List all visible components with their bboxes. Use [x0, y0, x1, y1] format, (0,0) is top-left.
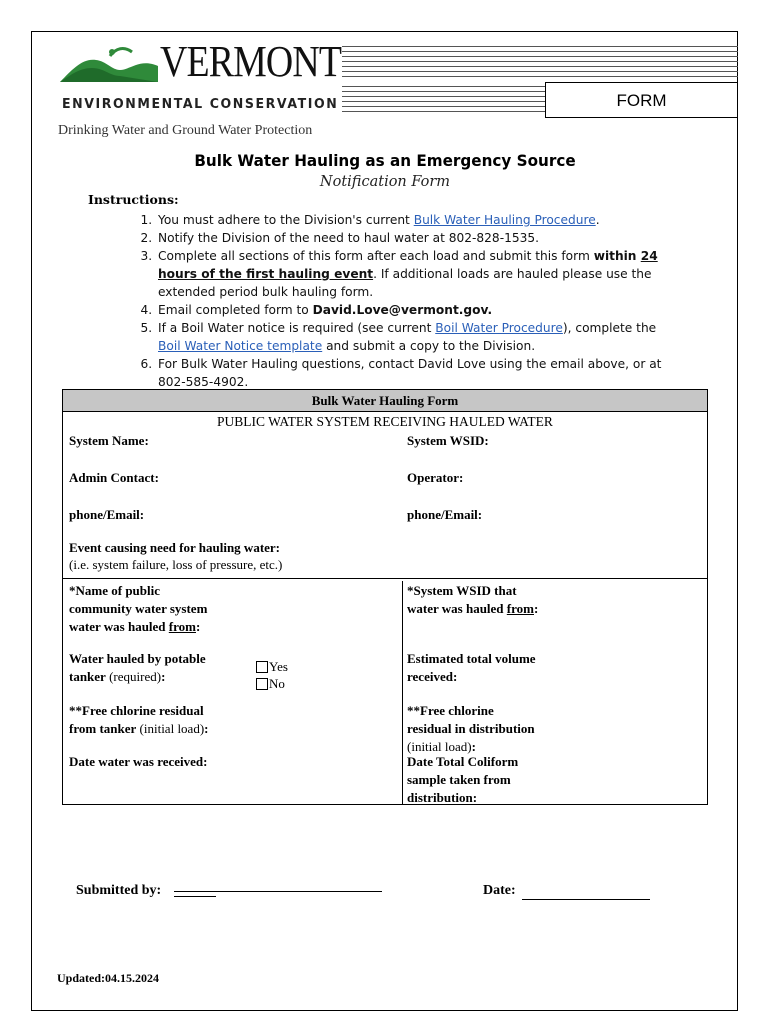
phone-email-right-label[interactable]: phone/Email:	[407, 507, 483, 522]
column-divider	[402, 581, 403, 805]
tanker-options	[256, 658, 288, 692]
phone-email-left-label[interactable]: phone/Email:	[69, 507, 145, 522]
admin-contact-label[interactable]: Admin Contact:	[69, 470, 159, 485]
submitted-by-underline	[174, 896, 216, 897]
instruction-1: 1. You must adhere to the Division's current Bulk Water Hauling Procedure.	[156, 211, 670, 229]
date-field[interactable]	[522, 899, 650, 900]
logo-wordmark: VERMONT	[160, 37, 342, 86]
chlorine-tanker-label[interactable]: **Free chlorine residual from tanker (initial load):	[69, 703, 209, 736]
instructions-heading: Instructions:	[88, 192, 179, 207]
row-divider	[63, 578, 707, 579]
instructions-list	[130, 211, 670, 391]
potable-tanker-label: Water hauled by potable tanker (required):	[69, 651, 206, 684]
submitted-by-label: Submitted by:	[76, 883, 162, 898]
no-checkbox[interactable]	[256, 678, 268, 690]
submitted-by-field[interactable]	[174, 891, 382, 892]
yes-checkbox[interactable]	[256, 661, 268, 673]
instruction-3: 3. Complete all sections of this form after each load and submit this form within 24 hours of the first hauling event. If additional loads are hauled please use the extended period bulk hauling form.	[156, 247, 670, 301]
system-name-label[interactable]: System Name:	[69, 433, 149, 448]
vermont-logo-mountain-icon	[58, 44, 163, 86]
page-subtitle: Notification Form	[319, 174, 451, 190]
section-heading: PUBLIC WATER SYSTEM RECEIVING HAULED WATER	[217, 414, 553, 429]
logo-subline: ENVIRONMENTAL CONSERVATION	[62, 96, 339, 112]
chlorine-distribution-label[interactable]: **Free chlorine residual in distribution (initial load):	[407, 703, 535, 754]
estimated-volume-label[interactable]: Estimated total volume received:	[407, 651, 536, 684]
date-label: Date:	[483, 883, 516, 898]
yes-option[interactable]: Yes	[256, 658, 288, 675]
event-cause-hint: (i.e. system failure, loss of pressure, etc.)	[69, 557, 283, 572]
public-system-name-label[interactable]: *Name of public community water system water was hauled from:	[69, 583, 208, 634]
instruction-5: 5. If a Boil Water notice is required (see current Boil Water Procedure), complete the Boil Water Notice template and submit a copy to the Division.	[156, 319, 670, 355]
page-title: Bulk Water Hauling as an Emergency Source	[194, 151, 576, 170]
system-wsid-label[interactable]: System WSID:	[407, 433, 489, 448]
wsid-from-label[interactable]: *System WSID that water was hauled from:	[407, 583, 539, 616]
department-name: Drinking Water and Ground Water Protection	[58, 123, 313, 138]
instruction-4: 4. Email completed form to David.Love@vermont.gov.	[156, 301, 670, 319]
date-received-label[interactable]: Date water was received:	[69, 754, 208, 769]
operator-label[interactable]: Operator:	[407, 470, 464, 485]
instruction-6: 6. For Bulk Water Hauling questions, contact David Love using the email above, or at 802-585-4902.	[156, 355, 670, 391]
no-option[interactable]: No	[256, 675, 288, 692]
boil-water-procedure-link[interactable]: Boil Water Procedure	[435, 321, 563, 335]
contact-email: David.Love@vermont.gov.	[312, 303, 493, 317]
hauling-form-table	[62, 389, 708, 805]
instruction-2: 2. Notify the Division of the need to haul water at 802-828-1535.	[156, 229, 670, 247]
boil-water-template-link[interactable]: Boil Water Notice template	[158, 339, 323, 353]
event-cause-label[interactable]: Event causing need for hauling water:	[69, 540, 281, 555]
form-type-label: FORM	[616, 91, 667, 110]
bulk-water-procedure-link[interactable]: Bulk Water Hauling Procedure	[413, 213, 596, 227]
form-type-box	[545, 82, 738, 118]
updated-date: Updated:04.15.2024	[57, 971, 160, 985]
form-table-header: Bulk Water Hauling Form	[63, 390, 707, 412]
coliform-date-label[interactable]: Date Total Coliform sample taken from distribution:	[407, 754, 519, 805]
